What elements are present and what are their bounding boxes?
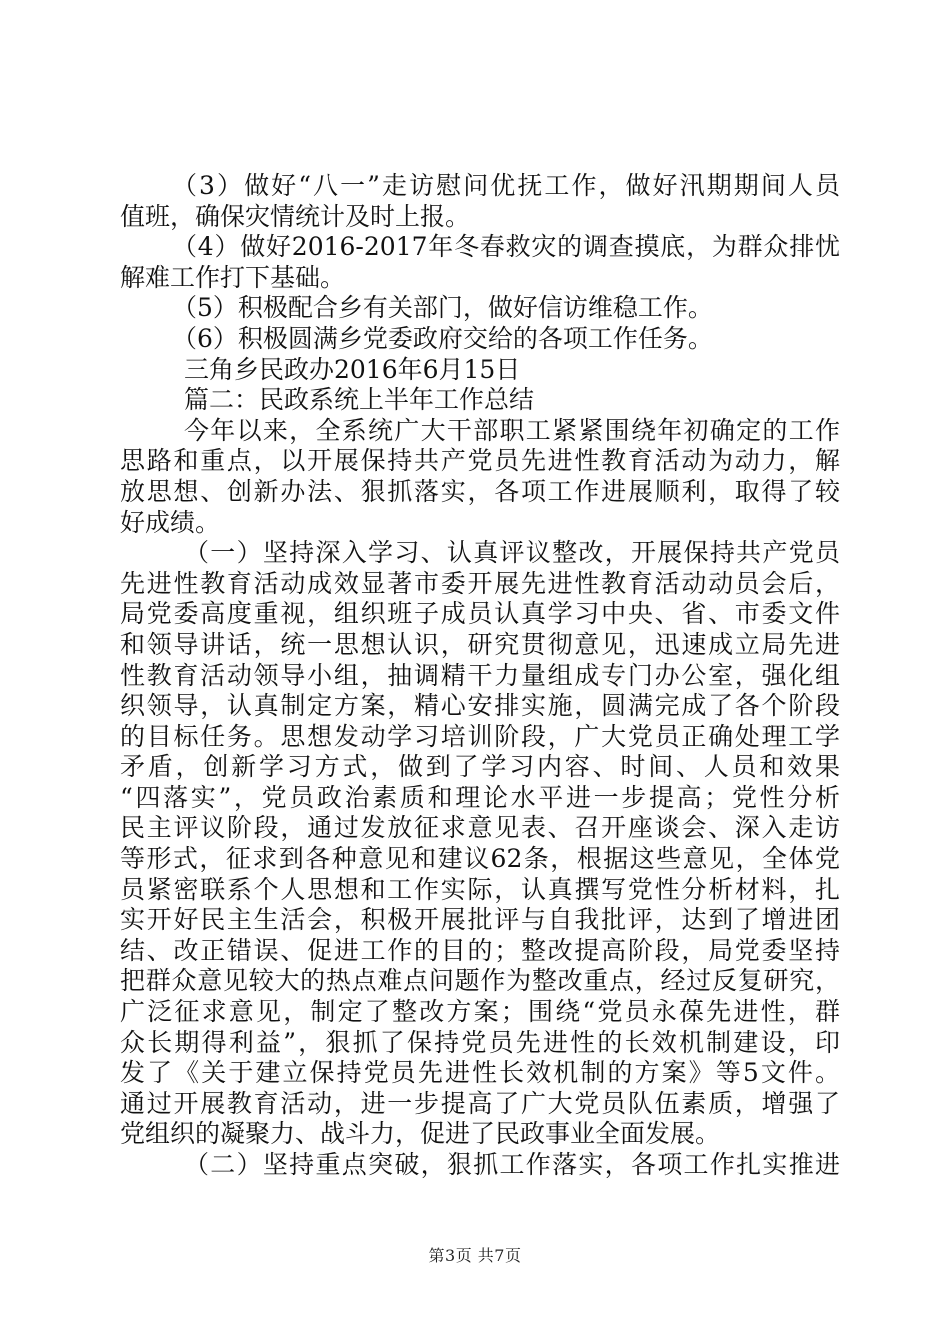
text-line: 织领导，认真制定方案，精心安排实施，圆满完成了各个阶段 [120,691,840,721]
text-line: （4）做好2016-2017年冬春救灾的调查摸底，为群众排忧 [172,232,840,262]
text-line: 把群众意见较大的热点难点问题作为整改重点，经过反复研究， [120,966,840,996]
text-line: 实开好民主生活会，积极开展批评与自我批评，达到了增进团 [120,905,840,935]
text-line: 民主评议阶段，通过发放征求意见表、召开座谈会、深入走访 [120,813,840,843]
text-line: 众长期得利益”，狠抓了保持党员先进性的长效机制建设，印 [120,1027,840,1057]
text-line: 通过开展教育活动，进一步提高了广大党员队伍素质，增强了 [120,1088,840,1118]
text-line: 好成绩。 [120,507,221,537]
text-line: 篇二：民政系统上半年工作总结 [184,385,535,415]
text-line: 值班，确保灾情统计及时上报。 [120,201,471,231]
text-line: 结、改正错误、促进工作的目的；整改提高阶段，局党委坚持 [120,935,840,965]
text-line: 三角乡民政办2016年6月15日 [184,354,521,384]
text-line: 广泛征求意见，制定了整改方案；围绕“党员永葆先进性，群 [120,997,840,1027]
text-line: 等形式，征求到各种意见和建议62条，根据这些意见，全体党 [120,844,840,874]
page-footer: 第3页 共7页 [428,1246,522,1265]
document-body [120,171,840,1181]
text-line: 发了《关于建立保持党员先进性长效机制的方案》等5文件。 [120,1058,840,1088]
text-line: 局党委高度重视，组织班子成员认真学习中央、省、市委文件 [120,599,840,629]
text-line: （一）坚持深入学习、认真评议整改，开展保持共产党员 [184,538,840,568]
text-line: 的目标任务。思想发动学习培训阶段，广大党员正确处理工学 [120,721,840,751]
text-line: 和领导讲话，统一思想认识，研究贯彻意见，迅速成立局先进 [120,629,840,659]
text-line: “四落实”，党员政治素质和理论水平进一步提高；党性分析 [120,782,840,812]
text-line: 先进性教育活动成效显著市委开展先进性教育活动动员会后， [120,568,840,598]
text-line: 今年以来，全系统广大干部职工紧紧围绕年初确定的工作 [184,415,840,445]
text-line: 党组织的凝聚力、战斗力，促进了民政事业全面发展。 [120,1119,721,1149]
text-line: （二）坚持重点突破，狠抓工作落实，各项工作扎实推进 [184,1150,840,1179]
text-line: （5）积极配合乡有关部门，做好信访维稳工作。 [172,293,713,323]
text-line: （6）积极圆满乡党委政府交给的各项工作任务。 [172,323,713,353]
text-line: （3）做好“八一”走访慰问优抚工作，做好汛期期间人员 [172,171,840,200]
text-line: 矛盾，创新学习方式，做到了学习内容、时间、人员和效果 [120,752,840,782]
text-line: 放思想、创新办法、狠抓落实，各项工作进展顺利，取得了较 [120,476,840,506]
text-line: 员紧密联系个人思想和工作实际，认真撰写党性分析材料，扎 [120,874,840,904]
text-line: 思路和重点，以开展保持共产党员先进性教育活动为动力，解 [120,446,840,476]
text-line: 性教育活动领导小组，抽调精干力量组成专门办公室，强化组 [120,660,840,690]
text-line: 解难工作打下基础。 [120,262,346,292]
